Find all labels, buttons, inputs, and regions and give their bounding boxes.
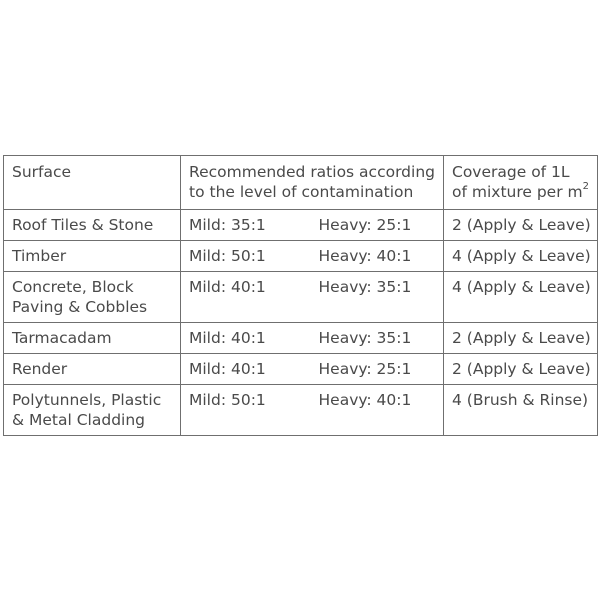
header-coverage-unit: of mixture per m — [452, 183, 583, 201]
table-header-row — [4, 156, 598, 210]
header-coverage — [444, 156, 598, 210]
cell-heavy-ratio: Heavy: 35:1 — [311, 323, 444, 354]
cell-coverage: 2 (Apply & Leave) — [444, 323, 598, 354]
cell-heavy-ratio: Heavy: 25:1 — [311, 354, 444, 385]
cell-surface — [4, 210, 181, 241]
surface-name-line: Concrete, Block — [12, 278, 134, 296]
table-row — [4, 323, 598, 354]
header-ratios-line-2: to the level of contamination — [189, 183, 414, 201]
cell-mild-ratio: Mild: 40:1 — [181, 272, 311, 323]
header-coverage-line-1: Coverage of 1L — [452, 163, 570, 181]
dilution-table — [3, 155, 598, 436]
cell-mild-ratio: Mild: 35:1 — [181, 210, 311, 241]
cell-surface — [4, 354, 181, 385]
header-coverage-superscript: 2 — [582, 180, 589, 192]
cell-surface — [4, 272, 181, 323]
header-ratios-line-1: Recommended ratios according — [189, 163, 435, 181]
surface-name-line: Paving & Cobbles — [12, 298, 148, 316]
cell-mild-ratio: Mild: 40:1 — [181, 323, 311, 354]
cell-heavy-ratio: Heavy: 40:1 — [311, 385, 444, 436]
header-ratios — [181, 156, 444, 210]
table-body — [4, 210, 598, 436]
table-row — [4, 385, 598, 436]
header-surface — [4, 156, 181, 210]
cell-coverage: 4 (Brush & Rinse) — [444, 385, 598, 436]
cell-surface — [4, 323, 181, 354]
table-row — [4, 272, 598, 323]
header-coverage-line-2 — [452, 182, 597, 202]
table-row — [4, 354, 598, 385]
cell-heavy-ratio: Heavy: 40:1 — [311, 241, 444, 272]
cell-mild-ratio: Mild: 40:1 — [181, 354, 311, 385]
table-row — [4, 241, 598, 272]
surface-name-line: Roof Tiles & Stone — [12, 216, 154, 234]
cell-mild-ratio: Mild: 50:1 — [181, 241, 311, 272]
surface-name-line: Timber — [12, 247, 67, 265]
cell-coverage: 4 (Apply & Leave) — [444, 272, 598, 323]
cell-mild-ratio: Mild: 50:1 — [181, 385, 311, 436]
table-row — [4, 210, 598, 241]
surface-name-line: & Metal Cladding — [12, 411, 146, 429]
cell-heavy-ratio: Heavy: 25:1 — [311, 210, 444, 241]
cell-coverage: 4 (Apply & Leave) — [444, 241, 598, 272]
cell-coverage: 2 (Apply & Leave) — [444, 210, 598, 241]
surface-name-line: Tarmacadam — [12, 329, 112, 347]
surface-name-line: Render — [12, 360, 68, 378]
cell-surface — [4, 241, 181, 272]
surface-name-line: Polytunnels, Plastic — [12, 391, 162, 409]
cell-coverage: 2 (Apply & Leave) — [444, 354, 598, 385]
cell-surface — [4, 385, 181, 436]
header-surface-label: Surface — [12, 163, 72, 181]
cell-heavy-ratio: Heavy: 35:1 — [311, 272, 444, 323]
dilution-table-container — [3, 155, 597, 436]
